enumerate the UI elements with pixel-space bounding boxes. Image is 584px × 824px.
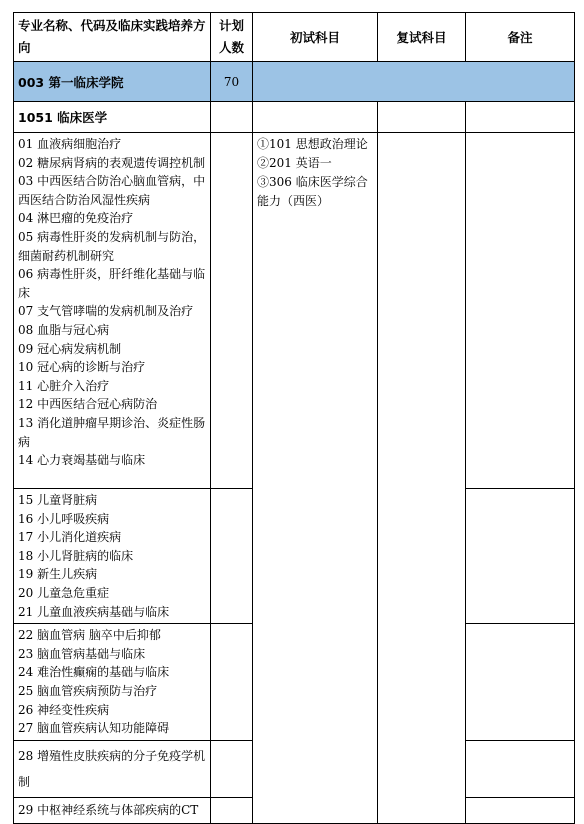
major-retest-cell (378, 102, 466, 133)
college-name: 003 第一临床学院 (14, 62, 211, 102)
direction-group-2 (14, 489, 211, 624)
plan-cell (211, 133, 253, 489)
direction-item: 15 儿童肾脏病 (18, 493, 98, 507)
direction-item: 28 增殖性皮肤疾病的分子免疫学机制 (18, 748, 206, 789)
direction-group-3 (14, 624, 211, 741)
direction-item: 20 儿童急危重症 (18, 585, 110, 600)
direction-item: 03 中西医结合防治心脑血管病，中西医结合防治风湿性疾病 (18, 174, 206, 207)
college-row (14, 62, 575, 102)
direction-item: 24 难治性癫痫的基础与临床 (18, 665, 170, 680)
direction-item: 10 冠心病的诊断与治疗 (18, 360, 146, 375)
header-plan: 计划人数 (211, 13, 253, 62)
direction-item: 22 脑血管病 脑卒中后抑郁 (18, 628, 161, 643)
direction-group-5 (14, 797, 211, 823)
note-cell (466, 624, 575, 741)
direction-item: 23 脑血管病基础与临床 (18, 646, 146, 661)
major-name: 1051 临床医学 (14, 102, 211, 133)
direction-group-4 (14, 740, 211, 797)
direction-item: 18 小儿肾脏病的临床 (18, 548, 134, 563)
direction-group-row (14, 133, 575, 489)
note-cell (466, 797, 575, 823)
subject-item: ①101 思想政治理论 (257, 137, 368, 151)
direction-item: 27 脑血管疾病认知功能障碍 (18, 721, 170, 736)
major-note-cell (466, 102, 575, 133)
direction-item: 21 儿童血液疾病基础与临床 (18, 604, 170, 619)
plan-cell (211, 624, 253, 741)
direction-group-1 (14, 133, 211, 489)
direction-item: 02 糖尿病肾病的表观遗传调控机制 (18, 155, 206, 170)
enrollment-table (13, 12, 575, 824)
direction-item: 11 心脏介入治疗 (18, 378, 110, 393)
direction-item: 12 中西医结合冠心病防治 (18, 397, 158, 412)
header-major: 专业名称、代码及临床实践培养方向 (14, 13, 211, 62)
plan-cell (211, 489, 253, 624)
direction-item: 09 冠心病发病机制 (18, 341, 122, 356)
major-first-cell (253, 102, 378, 133)
direction-item: 05 病毒性肝炎的发病机制与防治，细菌耐药机制研究 (18, 229, 206, 263)
note-cell (466, 489, 575, 624)
subject-item: ③306 临床医学综合能力（西医） (257, 175, 368, 208)
subject-item: ②201 英语一 (257, 156, 332, 170)
table-header-row (14, 13, 575, 62)
direction-item: 08 血脂与冠心病 (18, 322, 110, 337)
plan-cell (211, 740, 253, 797)
major-plan-cell (211, 102, 253, 133)
direction-item: 14 心力衰竭基础与临床 (18, 453, 146, 468)
direction-item: 26 神经变性疾病 (18, 702, 110, 717)
note-cell (466, 133, 575, 489)
direction-item: 06 病毒性肝炎，肝纤维化基础与临床 (18, 267, 206, 300)
direction-item: 04 淋巴瘤的免疫治疗 (18, 211, 134, 226)
direction-item: 01 血液病细胞治疗 (18, 137, 122, 151)
direction-item: 29 中枢神经系统与体部疾病的CT (18, 802, 199, 817)
direction-item: 25 脑血管疾病预防与治疗 (18, 683, 158, 698)
direction-item: 19 新生儿疾病 (18, 567, 98, 582)
retest-cell (378, 133, 466, 824)
direction-item: 13 消化道肿瘤早期诊治、炎症性肠病 (18, 415, 206, 449)
note-cell (466, 740, 575, 797)
college-count: 70 (211, 62, 253, 102)
first-exam-subjects (253, 133, 378, 824)
direction-item: 16 小儿呼吸疾病 (18, 511, 110, 526)
direction-item: 07 支气管哮喘的发病机制及治疗 (18, 304, 194, 319)
college-empty (253, 62, 575, 102)
direction-item: 17 小儿消化道疾病 (18, 530, 122, 545)
header-first-exam: 初试科目 (253, 13, 378, 62)
header-note: 备注 (466, 13, 575, 62)
plan-cell (211, 797, 253, 823)
header-retest: 复试科目 (378, 13, 466, 62)
major-row (14, 102, 575, 133)
